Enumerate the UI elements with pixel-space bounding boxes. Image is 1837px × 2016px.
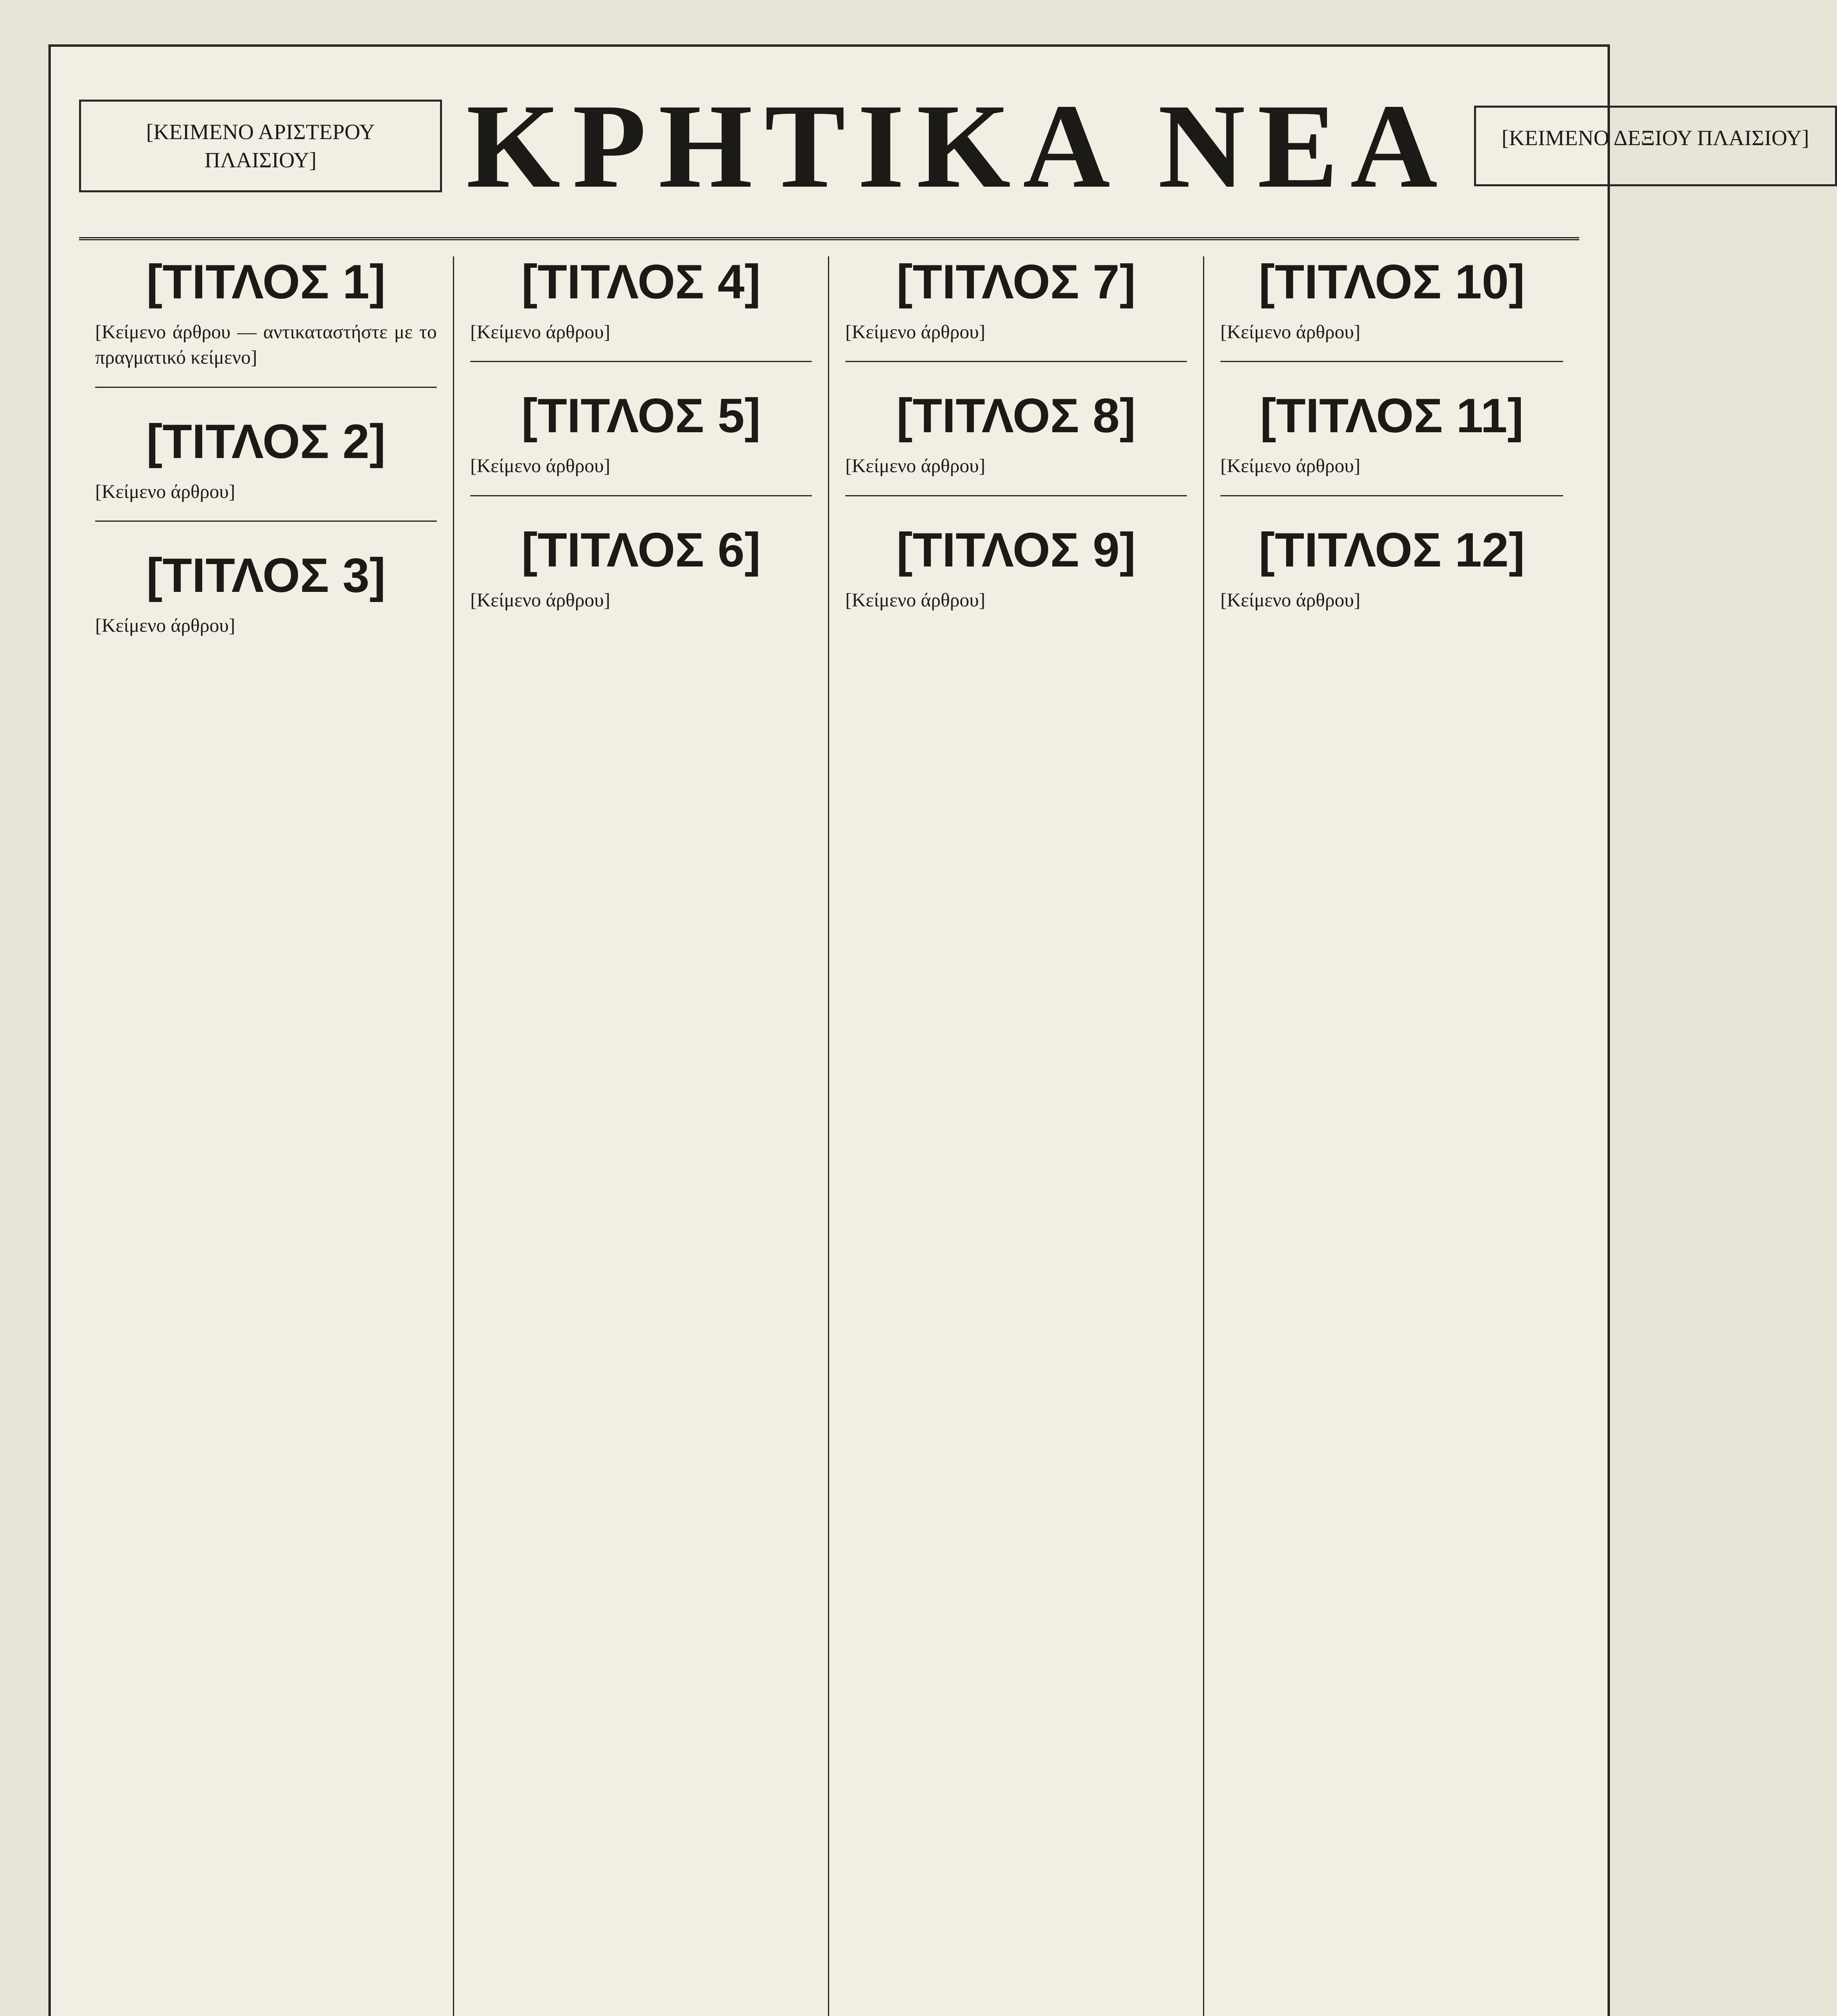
article-headline: [ΤΙΤΛΟΣ 6] [521,523,761,577]
masthead [79,71,1809,240]
article [95,550,437,638]
article [95,256,437,388]
article-body: [Κείμενο άρθρου — αντικαταστήστε με το πραγματικό κείμενο] [95,321,437,369]
article-divider [470,361,812,362]
article-body: [Κείμενο άρθρου] [1220,321,1361,343]
article-headline: [ΤΙΤΛΟΣ 9] [896,523,1136,577]
article-body: [Κείμενο άρθρου] [845,455,986,477]
article-headline: [ΤΙΤΛΟΣ 4] [521,255,761,309]
article-divider [470,495,812,496]
article [95,416,437,522]
article-divider [845,495,1187,496]
article-body: [Κείμενο άρθρου] [470,589,611,611]
article [1220,525,1563,613]
article-body: [Κείμενο άρθρου] [470,455,611,477]
article-body: [Κείμενο άρθρου] [470,321,611,343]
masthead-right-box: [ΚΕΙΜΕΝΟ ΔΕΞΙΟΥ ΠΛΑΙΣΙΟΥ] [1474,106,1837,186]
article-headline: [ΤΙΤΛΟΣ 8] [896,389,1136,443]
article-headline: [ΤΙΤΛΟΣ 10] [1259,255,1525,309]
article-body: [Κείμενο άρθρου] [845,589,986,611]
article-divider [95,387,437,388]
article [845,525,1187,613]
newspaper-page [48,44,1809,2016]
article-body: [Κείμενο άρθρου] [1220,589,1361,611]
article [845,390,1187,496]
article-divider [845,361,1187,362]
article [845,256,1187,362]
article-headline: [ΤΙΤΛΟΣ 5] [521,389,761,443]
article-divider [1220,361,1563,362]
article-body: [Κείμενο άρθρου] [1220,455,1361,477]
article-headline: [ΤΙΤΛΟΣ 11] [1260,389,1524,443]
newspaper-title: ΚΡΗΤΙΚΑ ΝΕΑ [466,79,1450,213]
article-headline: [ΤΙΤΛΟΣ 12] [1259,523,1525,577]
article-columns [79,256,1579,2016]
column-3 [829,256,1204,2016]
column-4 [1204,256,1579,2016]
article-body: [Κείμενο άρθρου] [845,321,986,343]
article-body: [Κείμενο άρθρου] [95,481,236,502]
masthead-left-box: [ΚΕΙΜΕΝΟ ΑΡΙΣΤΕΡΟΥ ΠΛΑΙΣΙΟΥ] [79,100,442,192]
article-divider [1220,495,1563,496]
article [470,256,812,362]
article-headline: [ΤΙΤΛΟΣ 7] [896,255,1136,309]
article [470,525,812,613]
article [470,390,812,496]
column-2 [454,256,829,2016]
article-headline: [ΤΙΤΛΟΣ 1] [146,255,386,309]
article [1220,390,1563,496]
article [1220,256,1563,362]
article-headline: [ΤΙΤΛΟΣ 3] [146,548,386,603]
article-body: [Κείμενο άρθρου] [95,615,236,637]
article-headline: [ΤΙΤΛΟΣ 2] [146,414,386,469]
article-divider [95,521,437,522]
column-1 [79,256,454,2016]
